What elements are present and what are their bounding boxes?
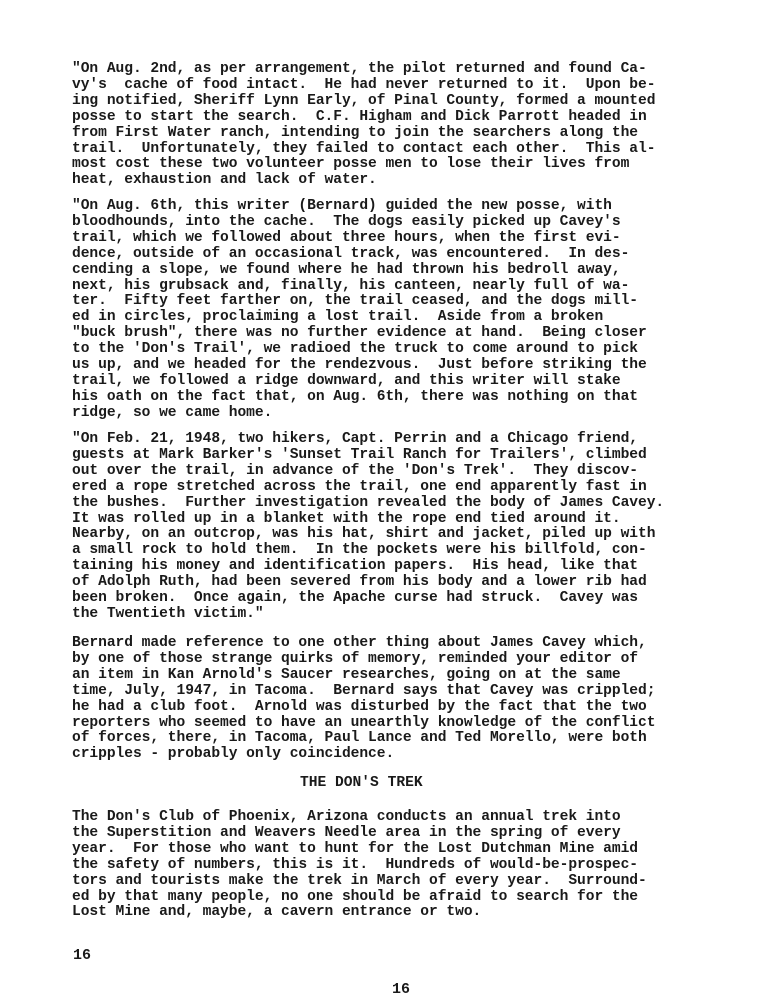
- text-line: "On Aug. 2nd, as per arrangement, the pilot returned and found Ca-: [72, 61, 647, 77]
- text-line: ing notified, Sheriff Lynn Early, of Pinal County, formed a mounted: [72, 92, 656, 109]
- text-line: posse to start the search. C.F. Higham and Dick Parrott headed in: [72, 108, 647, 125]
- text-line: heat, exhaustion and lack of water.: [72, 172, 377, 189]
- text-line: ridge, so we came home.: [72, 404, 273, 421]
- section-heading: THE DON'S TREK: [300, 775, 423, 791]
- text-line: dence, outside of an occasional track, was encountered. In des-: [72, 245, 630, 262]
- text-line: of forces, there, in Tacoma, Paul Lance and Ted Morello, were both: [72, 730, 647, 747]
- text-line: the bushes. Further investigation revealed the body of James Cavey.: [72, 494, 665, 511]
- text-line: from First Water ranch, intending to join the searchers along the: [72, 124, 638, 141]
- text-line: the Twentieth victim.": [72, 605, 264, 622]
- text-line: ed by that many people, no one should be afraid to search for the: [72, 888, 638, 905]
- text-line: to the 'Don's Trail', we radioed the truck to come around to pick: [72, 341, 638, 358]
- text-line: Nearby, on an outcrop, was his hat, shirt and jacket, piled up with: [72, 526, 656, 543]
- text-line: Lost Mine and, maybe, a cavern entrance or two.: [72, 904, 482, 921]
- paragraph-cache-discovery: [72, 62, 712, 189]
- paragraph-body-found: [72, 432, 712, 623]
- text-line: The Don's Club of Phoenix, Arizona conducts an annual trek into: [72, 809, 621, 825]
- text-line: the Superstition and Weavers Needle area in the spring of every: [72, 824, 621, 841]
- text-line: trail. Unfortunately, they failed to contact each other. This al-: [72, 140, 656, 157]
- text-line: next, his grubsack and, finally, his canteen, nearly full of wa-: [72, 277, 630, 294]
- text-line: us up, and we headed for the rendezvous. Just before striking the: [72, 357, 647, 374]
- text-line: a small rock to hold them. In the pockets were his billfold, con-: [72, 542, 647, 559]
- text-line: time, July, 1947, in Tacoma. Bernard says that Cavey was crippled;: [72, 682, 656, 699]
- text-line: out over the trail, in advance of the 'Don's Trek'. They discov-: [72, 462, 638, 479]
- text-line: ter. Fifty feet farther on, the trail ceased, and the dogs mill-: [72, 293, 638, 310]
- text-line: "buck brush", there was no further evidence at hand. Being closer: [72, 325, 647, 342]
- text-line: trail, which we followed about three hours, when the first evi-: [72, 229, 621, 246]
- text-line: tors and tourists make the trek in March of every year. Surround-: [72, 872, 647, 889]
- text-line: of Adolph Ruth, had been severed from his body and a lower rib had: [72, 574, 647, 591]
- text-line: vy's cache of food intact. He had never returned to it. Upon be-: [72, 76, 656, 93]
- text-line: taining his money and identification papers. His head, like that: [72, 558, 638, 575]
- text-line: "On Aug. 6th, this writer (Bernard) guided the new posse, with: [72, 198, 612, 214]
- text-line: trail, we followed a ridge downward, and this writer will stake: [72, 372, 621, 389]
- text-line: bloodhounds, into the cache. The dogs easily picked up Cavey's: [72, 213, 621, 230]
- text-line: most cost these two volunteer posse men to lose their lives from: [72, 156, 630, 173]
- paragraph-dons-trek: [72, 810, 712, 921]
- text-line: reporters who seemed to have an unearthly knowledge of the conflict: [72, 714, 656, 731]
- paragraph-cavey-club-foot: [72, 636, 712, 763]
- text-line: the safety of numbers, this is it. Hundreds of would-be-prospec-: [72, 856, 638, 873]
- text-line: he had a club foot. Arnold was disturbed by the fact that the two: [72, 698, 647, 715]
- text-line: "On Feb. 21, 1948, two hikers, Capt. Perrin and a Chicago friend,: [72, 431, 638, 447]
- page-number-bottom: 16: [392, 981, 411, 998]
- text-line: Bernard made reference to one other thing about James Cavey which,: [72, 635, 647, 651]
- text-line: been broken. Once again, the Apache curse had struck. Cavey was: [72, 590, 638, 607]
- text-line: ered a rope stretched across the trail, one end apparently fast in: [72, 478, 647, 495]
- text-line: cripples - probably only coincidence.: [72, 746, 395, 763]
- text-line: by one of those strange quirks of memory, reminded your editor of: [72, 650, 638, 667]
- text-line: guests at Mark Barker's 'Sunset Trail Ranch for Trailers', climbed: [72, 446, 647, 463]
- paragraph-bloodhound-search: [72, 199, 712, 422]
- text-line: year. For those who want to hunt for the Lost Dutchman Mine amid: [72, 840, 638, 857]
- text-line: cending a slope, we found where he had thrown his bedroll away,: [72, 261, 621, 278]
- text-line: an item in Kan Arnold's Saucer researches, going on at the same: [72, 666, 621, 683]
- page-number-left: 16: [73, 947, 92, 964]
- text-line: his oath on the fact that, on Aug. 6th, there was nothing on that: [72, 388, 638, 405]
- text-line: ed in circles, proclaiming a lost trail. Aside from a broken: [72, 309, 604, 326]
- text-line: It was rolled up in a blanket with the rope end tied around it.: [72, 510, 621, 527]
